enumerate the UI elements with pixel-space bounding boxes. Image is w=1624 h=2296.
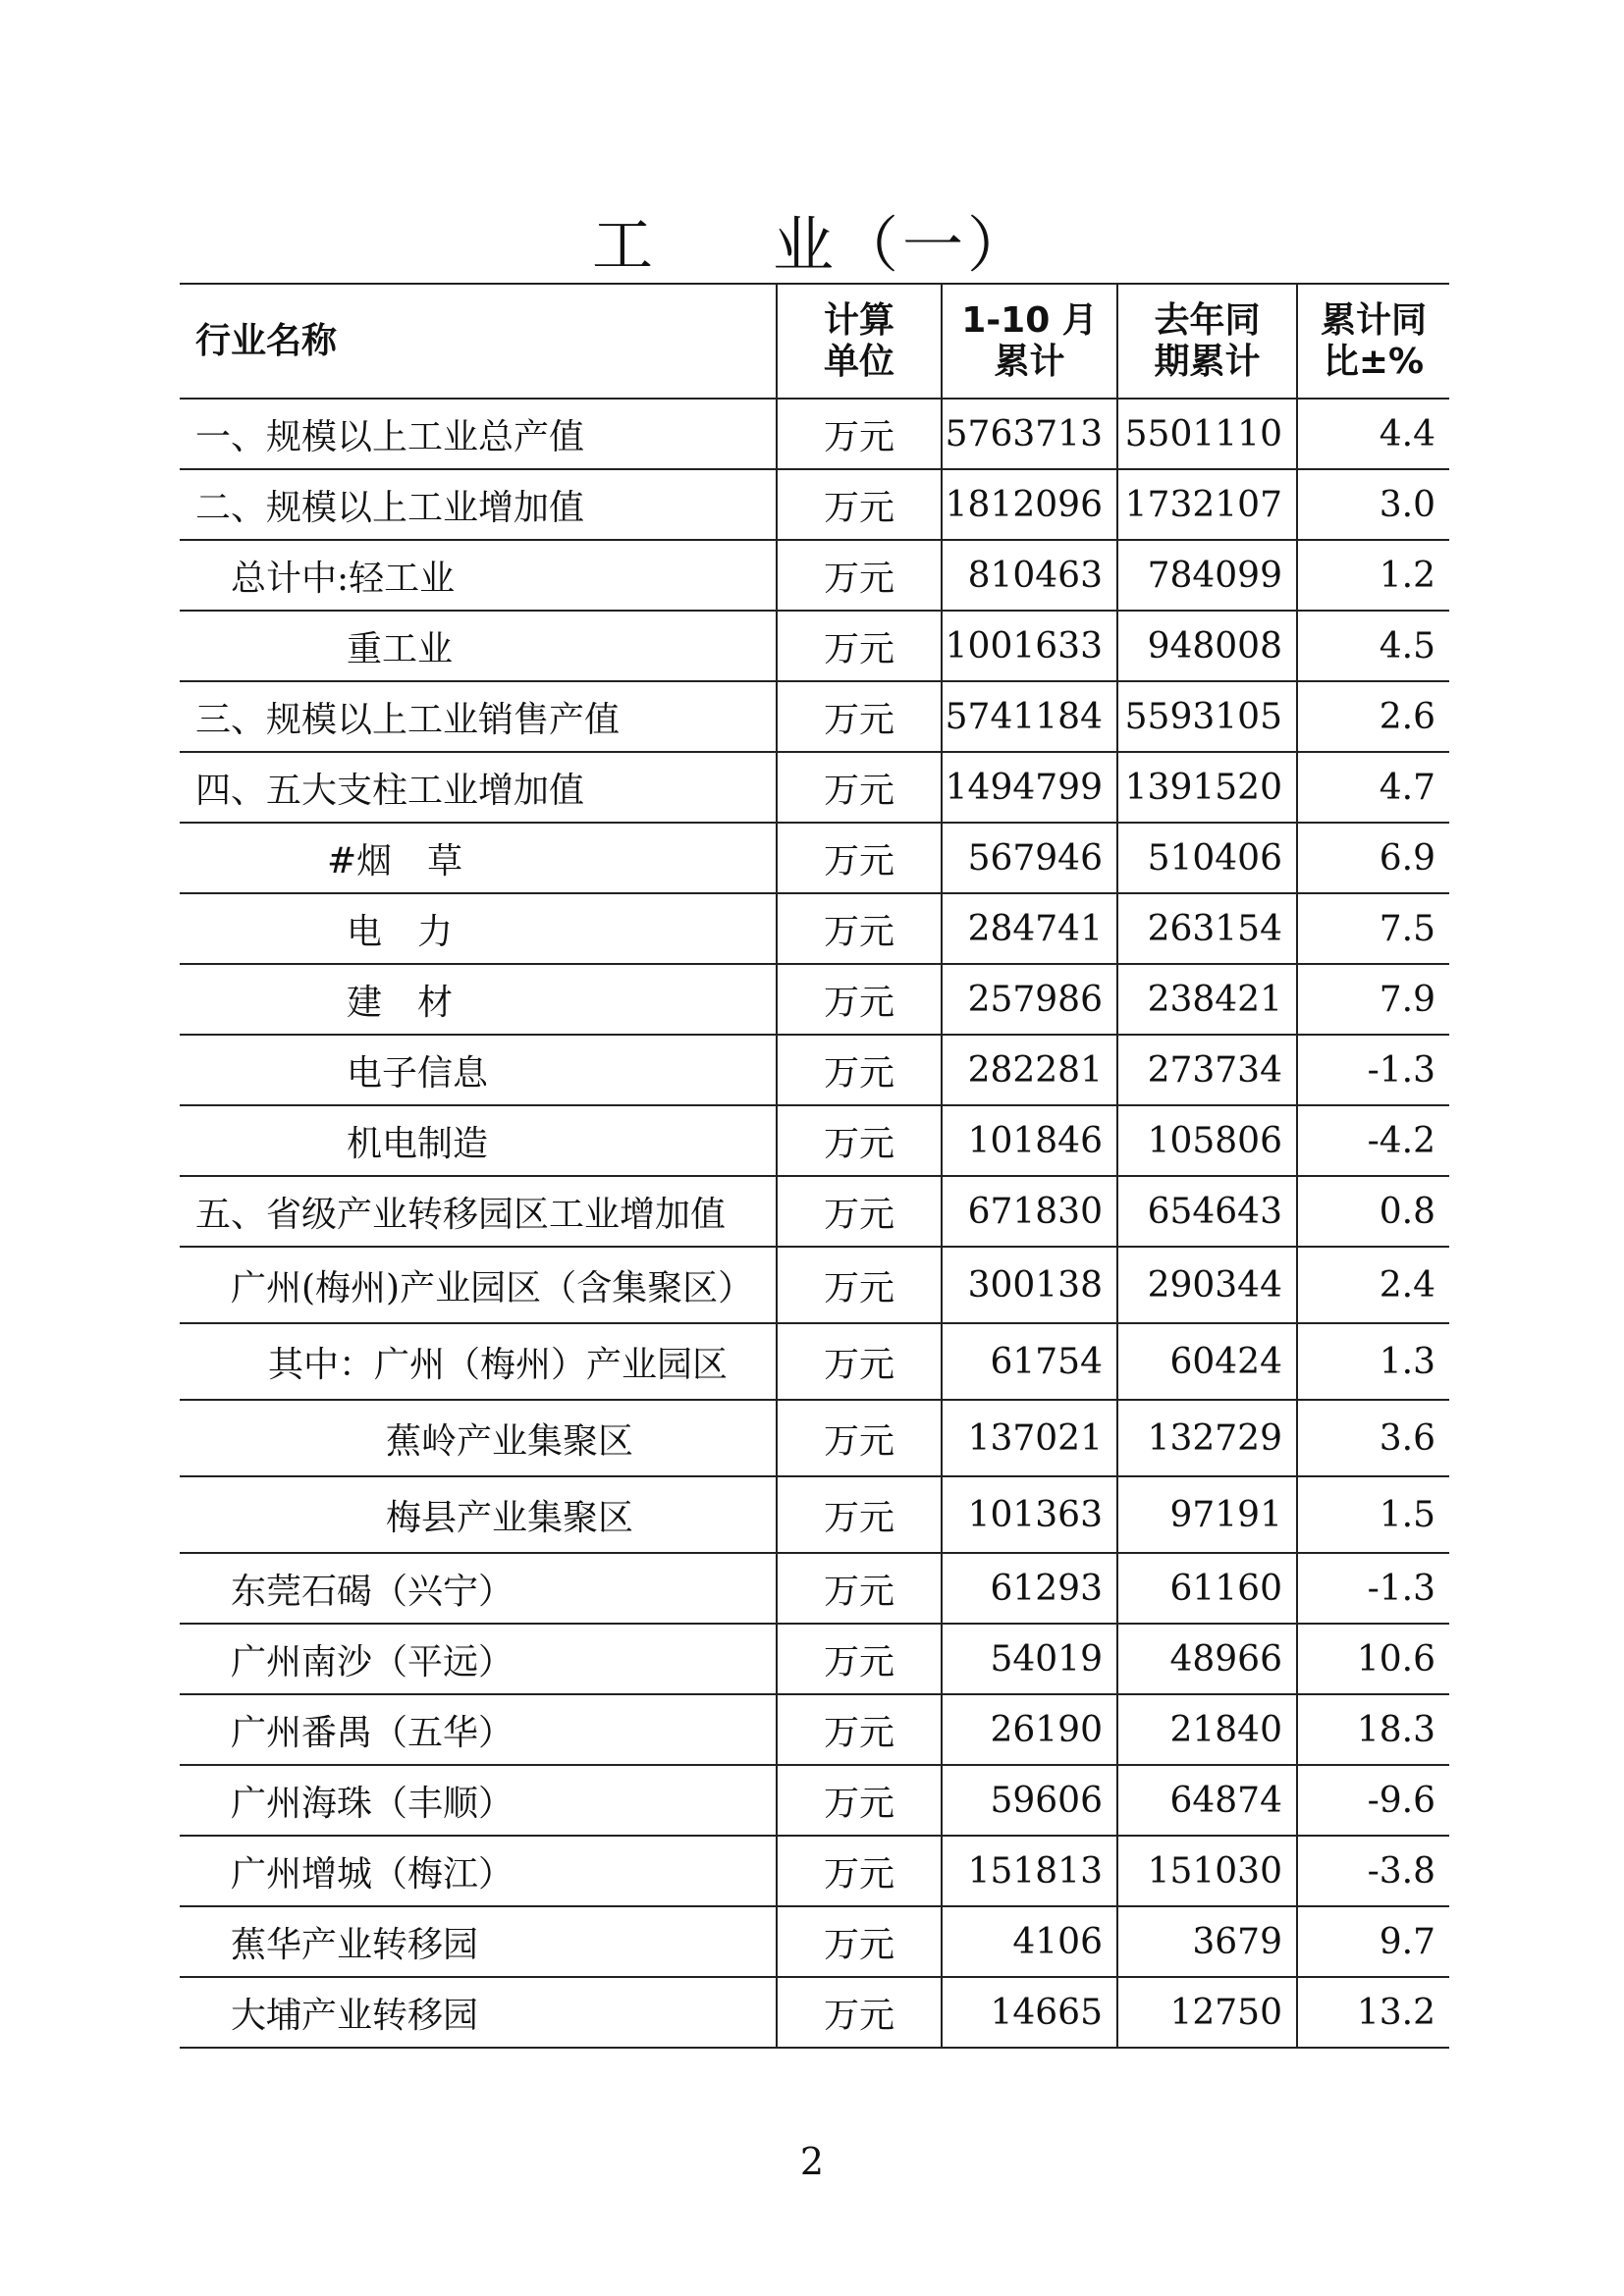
row-previous: 21840 bbox=[1117, 1694, 1297, 1765]
table-row bbox=[180, 469, 1449, 540]
table-row bbox=[180, 1400, 1449, 1476]
row-unit: 万元 bbox=[777, 964, 942, 1035]
row-current: 300138 bbox=[942, 1247, 1117, 1323]
row-name: 广州(梅州)产业园区（含集聚区） bbox=[180, 1247, 777, 1323]
row-name: 广州增城（梅江） bbox=[180, 1836, 777, 1906]
row-unit: 万元 bbox=[777, 681, 942, 752]
row-current: 101846 bbox=[942, 1105, 1117, 1176]
table-row bbox=[180, 1836, 1449, 1906]
row-unit: 万元 bbox=[777, 1765, 942, 1836]
row-pct: 0.8 bbox=[1297, 1176, 1449, 1247]
row-previous: 5593105 bbox=[1117, 681, 1297, 752]
row-unit: 万元 bbox=[777, 1247, 942, 1323]
row-previous: 290344 bbox=[1117, 1247, 1297, 1323]
table-row bbox=[180, 823, 1449, 893]
row-unit: 万元 bbox=[777, 893, 942, 964]
table-row bbox=[180, 1553, 1449, 1624]
row-current: 1001633 bbox=[942, 611, 1117, 681]
row-unit: 万元 bbox=[777, 1624, 942, 1694]
table-row bbox=[180, 1624, 1449, 1694]
row-name: 五、省级产业转移园区工业增加值 bbox=[180, 1176, 777, 1247]
header-current-line1: 1-10 月 bbox=[961, 299, 1098, 341]
row-current: 4106 bbox=[942, 1906, 1117, 1977]
row-previous: 238421 bbox=[1117, 964, 1297, 1035]
row-unit: 万元 bbox=[777, 1323, 942, 1400]
row-previous: 61160 bbox=[1117, 1553, 1297, 1624]
row-name: 一、规模以上工业总产值 bbox=[180, 399, 777, 469]
row-unit: 万元 bbox=[777, 399, 942, 469]
row-name: 四、五大支柱工业增加值 bbox=[180, 752, 777, 823]
row-pct: 3.6 bbox=[1297, 1400, 1449, 1476]
row-pct: 1.2 bbox=[1297, 540, 1449, 611]
row-previous: 1732107 bbox=[1117, 469, 1297, 540]
row-pct: -3.8 bbox=[1297, 1836, 1449, 1906]
row-name: 蕉华产业转移园 bbox=[180, 1906, 777, 1977]
row-unit: 万元 bbox=[777, 1553, 942, 1624]
industry-table bbox=[180, 283, 1449, 2049]
row-current: 61754 bbox=[942, 1323, 1117, 1400]
row-previous: 48966 bbox=[1117, 1624, 1297, 1694]
row-pct: 7.5 bbox=[1297, 893, 1449, 964]
row-previous: 132729 bbox=[1117, 1400, 1297, 1476]
header-unit-line2: 单位 bbox=[823, 341, 894, 382]
header-previous-line1: 去年同 bbox=[1154, 299, 1261, 341]
title-part-2: 业（一） bbox=[773, 209, 1033, 281]
header-industry-name: 行业名称 bbox=[180, 284, 777, 399]
row-name: 广州海珠（丰顺） bbox=[180, 1765, 777, 1836]
table-row bbox=[180, 964, 1449, 1035]
row-current: 1494799 bbox=[942, 752, 1117, 823]
row-previous: 97191 bbox=[1117, 1476, 1297, 1553]
row-current: 137021 bbox=[942, 1400, 1117, 1476]
row-previous: 64874 bbox=[1117, 1765, 1297, 1836]
row-name: 东莞石碣（兴宁） bbox=[180, 1553, 777, 1624]
table-row bbox=[180, 1765, 1449, 1836]
row-previous: 151030 bbox=[1117, 1836, 1297, 1906]
header-pct-line1: 累计同 bbox=[1320, 299, 1427, 341]
row-name: 其中：广州（梅州）产业园区 bbox=[180, 1323, 777, 1400]
table-row bbox=[180, 1176, 1449, 1247]
row-previous: 5501110 bbox=[1117, 399, 1297, 469]
row-name: 梅县产业集聚区 bbox=[180, 1476, 777, 1553]
header-current bbox=[942, 284, 1117, 399]
table-row bbox=[180, 1323, 1449, 1400]
table-row bbox=[180, 752, 1449, 823]
row-unit: 万元 bbox=[777, 1035, 942, 1105]
row-unit: 万元 bbox=[777, 823, 942, 893]
table-row bbox=[180, 399, 1449, 469]
row-name: 电 力 bbox=[180, 893, 777, 964]
row-current: 61293 bbox=[942, 1553, 1117, 1624]
row-unit: 万元 bbox=[777, 752, 942, 823]
row-pct: 10.6 bbox=[1297, 1624, 1449, 1694]
row-name: #烟 草 bbox=[180, 823, 777, 893]
row-current: 14665 bbox=[942, 1977, 1117, 2048]
row-name: 广州番禺（五华） bbox=[180, 1694, 777, 1765]
row-pct: 1.3 bbox=[1297, 1323, 1449, 1400]
row-unit: 万元 bbox=[777, 469, 942, 540]
row-current: 671830 bbox=[942, 1176, 1117, 1247]
row-pct: -1.3 bbox=[1297, 1035, 1449, 1105]
row-current: 54019 bbox=[942, 1624, 1117, 1694]
table-row bbox=[180, 540, 1449, 611]
title-part-1: 工 bbox=[591, 209, 657, 281]
row-name: 电子信息 bbox=[180, 1035, 777, 1105]
row-unit: 万元 bbox=[777, 1400, 942, 1476]
table-row bbox=[180, 1035, 1449, 1105]
row-previous: 510406 bbox=[1117, 823, 1297, 893]
row-name: 建 材 bbox=[180, 964, 777, 1035]
row-unit: 万元 bbox=[777, 1176, 942, 1247]
row-name: 重工业 bbox=[180, 611, 777, 681]
row-unit: 万元 bbox=[777, 1977, 942, 2048]
row-current: 1812096 bbox=[942, 469, 1117, 540]
table-row bbox=[180, 1977, 1449, 2048]
table-row bbox=[180, 611, 1449, 681]
row-unit: 万元 bbox=[777, 1694, 942, 1765]
header-previous bbox=[1117, 284, 1297, 399]
row-current: 567946 bbox=[942, 823, 1117, 893]
table-row bbox=[180, 1476, 1449, 1553]
row-name: 三、规模以上工业销售产值 bbox=[180, 681, 777, 752]
row-pct: 1.5 bbox=[1297, 1476, 1449, 1553]
table-row bbox=[180, 1694, 1449, 1765]
row-unit: 万元 bbox=[777, 1476, 942, 1553]
row-previous: 12750 bbox=[1117, 1977, 1297, 2048]
table-row bbox=[180, 1247, 1449, 1323]
table-row bbox=[180, 1105, 1449, 1176]
row-current: 59606 bbox=[942, 1765, 1117, 1836]
table-row bbox=[180, 681, 1449, 752]
row-current: 151813 bbox=[942, 1836, 1117, 1906]
row-pct: 2.6 bbox=[1297, 681, 1449, 752]
row-current: 257986 bbox=[942, 964, 1117, 1035]
table-header-row bbox=[180, 284, 1449, 399]
row-name: 二、规模以上工业增加值 bbox=[180, 469, 777, 540]
row-previous: 3679 bbox=[1117, 1906, 1297, 1977]
row-previous: 263154 bbox=[1117, 893, 1297, 964]
header-pct-line2: 比±% bbox=[1323, 341, 1425, 382]
row-previous: 948008 bbox=[1117, 611, 1297, 681]
row-pct: 4.4 bbox=[1297, 399, 1449, 469]
header-previous-line2: 期累计 bbox=[1154, 341, 1261, 382]
row-current: 810463 bbox=[942, 540, 1117, 611]
row-previous: 105806 bbox=[1117, 1105, 1297, 1176]
row-unit: 万元 bbox=[777, 1836, 942, 1906]
header-pct bbox=[1297, 284, 1449, 399]
row-pct: 18.3 bbox=[1297, 1694, 1449, 1765]
row-unit: 万元 bbox=[777, 611, 942, 681]
row-current: 101363 bbox=[942, 1476, 1117, 1553]
table-row bbox=[180, 1906, 1449, 1977]
row-pct: 6.9 bbox=[1297, 823, 1449, 893]
header-unit bbox=[777, 284, 942, 399]
row-current: 26190 bbox=[942, 1694, 1117, 1765]
row-current: 5763713 bbox=[942, 399, 1117, 469]
table-row bbox=[180, 893, 1449, 964]
row-pct: -1.3 bbox=[1297, 1553, 1449, 1624]
page-title bbox=[0, 196, 1624, 284]
row-pct: 3.0 bbox=[1297, 469, 1449, 540]
row-current: 282281 bbox=[942, 1035, 1117, 1105]
row-previous: 60424 bbox=[1117, 1323, 1297, 1400]
row-pct: 13.2 bbox=[1297, 1977, 1449, 2048]
row-current: 284741 bbox=[942, 893, 1117, 964]
row-pct: -9.6 bbox=[1297, 1765, 1449, 1836]
header-current-line2: 累计 bbox=[994, 341, 1065, 382]
row-name: 大埔产业转移园 bbox=[180, 1977, 777, 2048]
row-pct: 9.7 bbox=[1297, 1906, 1449, 1977]
row-name: 蕉岭产业集聚区 bbox=[180, 1400, 777, 1476]
row-previous: 654643 bbox=[1117, 1176, 1297, 1247]
row-unit: 万元 bbox=[777, 1906, 942, 1977]
row-pct: 7.9 bbox=[1297, 964, 1449, 1035]
row-pct: 4.5 bbox=[1297, 611, 1449, 681]
row-previous: 273734 bbox=[1117, 1035, 1297, 1105]
row-previous: 1391520 bbox=[1117, 752, 1297, 823]
row-name: 机电制造 bbox=[180, 1105, 777, 1176]
row-pct: -4.2 bbox=[1297, 1105, 1449, 1176]
row-pct: 4.7 bbox=[1297, 752, 1449, 823]
row-current: 5741184 bbox=[942, 681, 1117, 752]
page-number: 2 bbox=[799, 2140, 825, 2183]
row-name: 广州南沙（平远） bbox=[180, 1624, 777, 1694]
row-unit: 万元 bbox=[777, 540, 942, 611]
row-previous: 784099 bbox=[1117, 540, 1297, 611]
row-unit: 万元 bbox=[777, 1105, 942, 1176]
header-unit-line1: 计算 bbox=[823, 299, 894, 341]
row-name: 总计中:轻工业 bbox=[180, 540, 777, 611]
row-pct: 2.4 bbox=[1297, 1247, 1449, 1323]
